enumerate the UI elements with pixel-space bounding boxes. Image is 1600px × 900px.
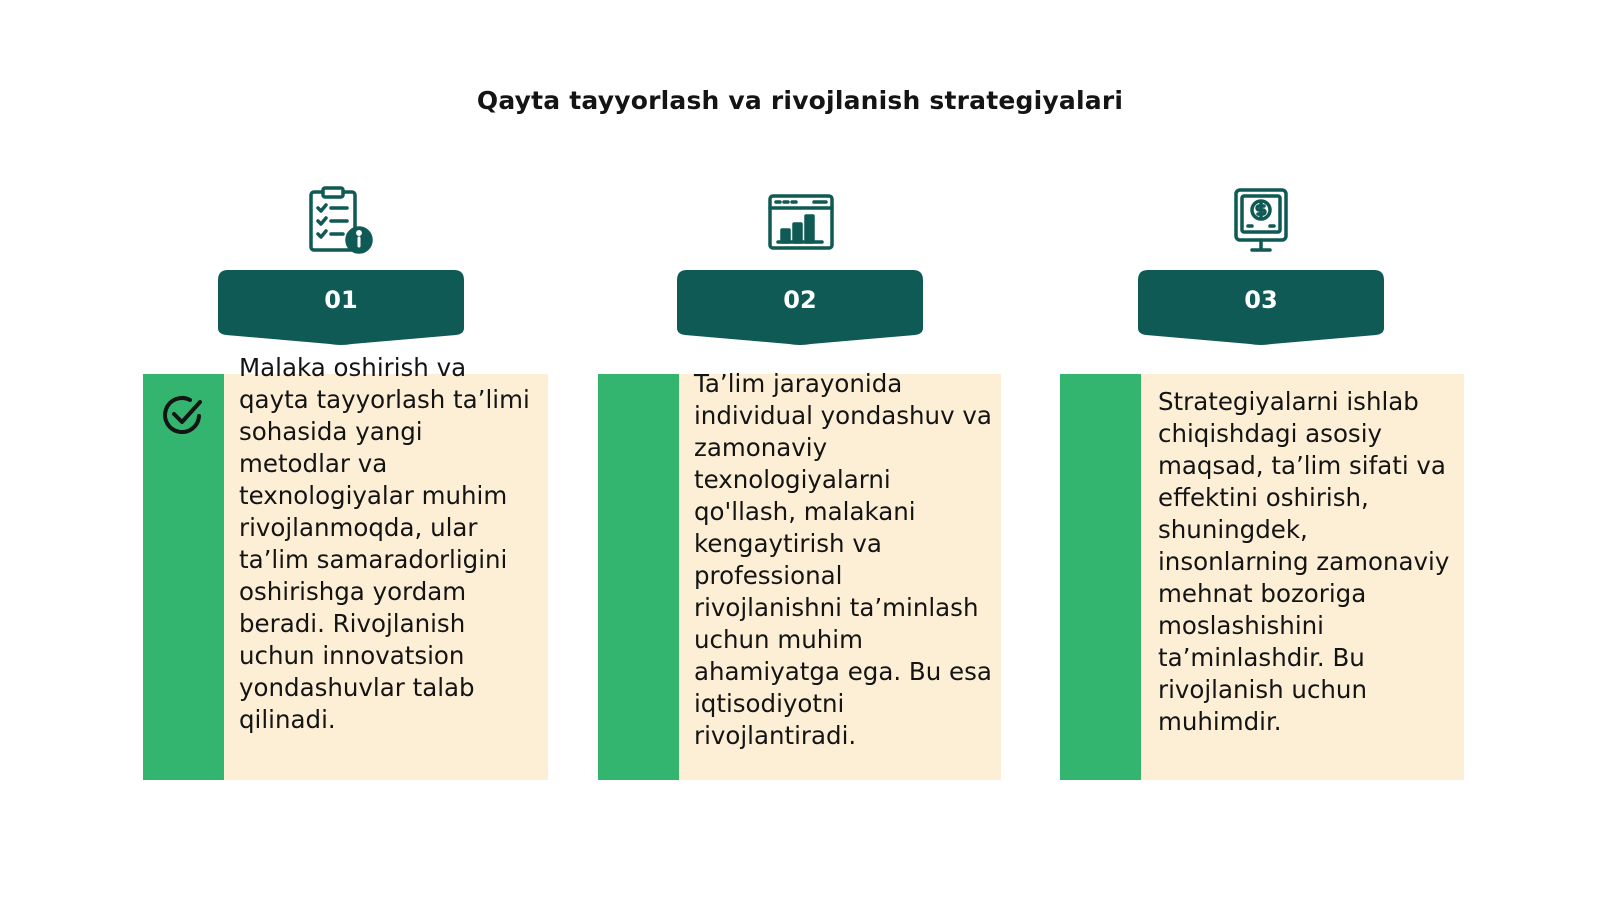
step-badge-02 (677, 270, 923, 346)
bar-chart-window-icon (766, 186, 836, 256)
card-accent-bar (1060, 374, 1141, 780)
clipboard-checklist-info-icon (307, 186, 377, 256)
step-number: 02 (783, 286, 817, 314)
step-badge-01 (218, 270, 464, 346)
card-text: Ta’lim jarayonida individual yondashuv va zamonaviy texnologiyalarni qo'llash, malakani kengaytirish va professional rivojlanishni ta’minlash uchun muhim ahamiyatga ega. Bu esa iqtisodiyotni rivojlantiradi. (694, 369, 992, 750)
card-accent-bar (598, 374, 679, 780)
card-text: Malaka oshirish va qayta tayyorlash ta’limi sohasida yangi metodlar va texnologiyalar muhim rivojlanmoqda, ular ta’lim samaradorligini oshirishga yordam beradi. Rivojlanish uchun innovatsion yondashuvlar talab qilinadi. (239, 353, 530, 734)
step-badge-03 (1138, 270, 1384, 346)
card-text: Strategiyalarni ishlab chiqishdagi asosiy maqsad, ta’lim sifati va effektini oshirish, shuningdek, insonlarning zamonaviy mehnat bozoriga moslashishini ta’minlashdir. Bu rivojlanish uchun muhimdir. (1158, 387, 1450, 736)
step-number: 01 (324, 286, 358, 314)
check-circle-icon (160, 392, 206, 438)
dollar-monitor-icon (1226, 186, 1296, 256)
page-title: Qayta tayyorlash va rivojlanish strategiyalari (476, 86, 1124, 115)
step-number: 03 (1244, 286, 1278, 314)
